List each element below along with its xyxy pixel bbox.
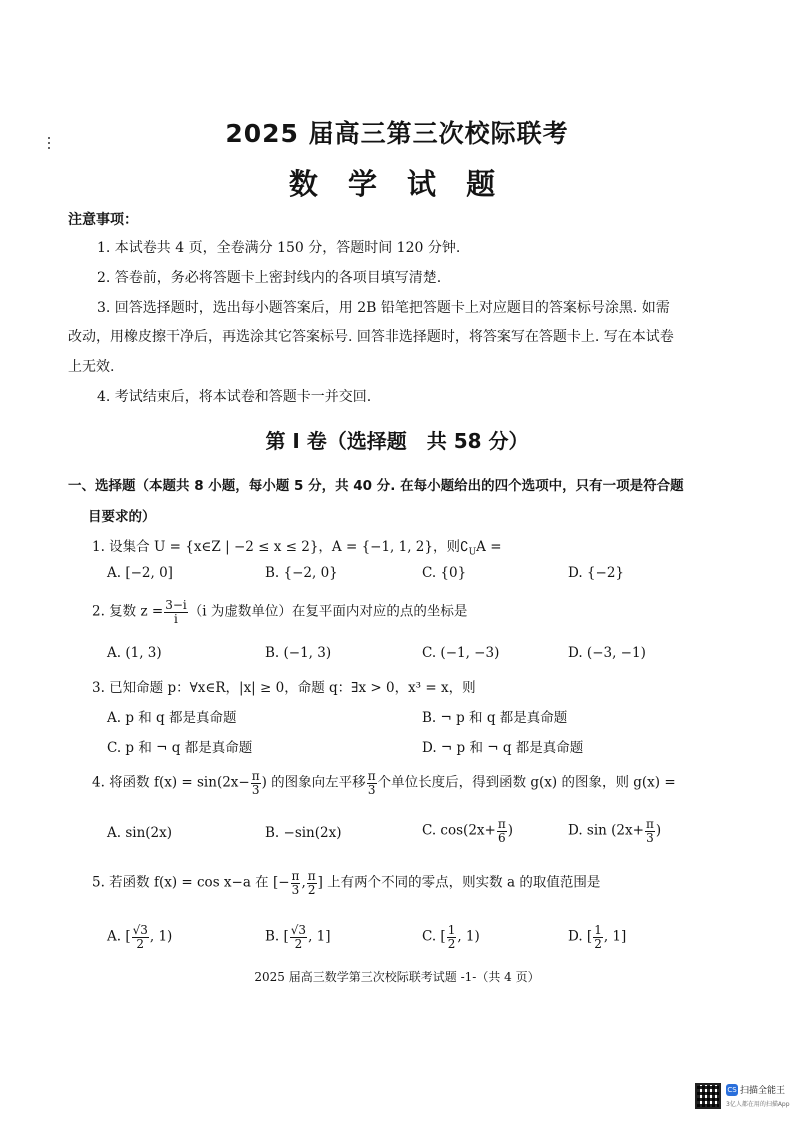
q2-option-a[interactable]: A. (1, 3) [107,645,162,661]
question-3-stem: 3. 已知命题 p：∀x∈R，|x| ≥ 0，命题 q：∃x > 0，x³ = x，则 [92,680,476,696]
question-2-stem: 2. 复数 z = $\frac{3-i}{i}$ （i 为虚数单位）在复平面内对应的点的坐标是 [92,598,468,626]
part-heading-cont: 目要求的） [88,509,156,525]
q2-fraction: $\frac{3-i}{i}$ [165,598,187,626]
page-footer: 2025 届高三数学第三次校际联考试题 -1-（共 4 页） [254,970,540,984]
q5-option-d[interactable]: D. [ $\frac{1}{2}$ , 1] [568,923,627,951]
scanner-tagline: 3亿人都在用的扫描App [726,1101,790,1108]
q3-option-c[interactable]: C. p 和 ¬ q 都是真命题 [107,740,253,756]
subject-title: 数 学 试 题 [288,167,506,201]
q5-option-a[interactable]: A. [ $\frac{√3}{2}$ , 1) [107,923,173,951]
notice-item-4: 4. 考试结束后，将本试卷和答题卡一并交回. [97,389,372,405]
q3-option-b[interactable]: B. ¬ p 和 q 都是真命题 [422,710,568,726]
q1-option-b[interactable]: B. {−2, 0} [265,565,338,581]
q4-option-d[interactable]: D. sin (2x+ $\frac{\pi}{3}$ ) [568,817,662,845]
scanner-brand: 扫描全能王 [740,1086,786,1096]
q4-option-a[interactable]: A. sin(2x) [107,825,173,841]
q1-option-d[interactable]: D. {−2} [568,565,625,581]
notice-item-2: 2. 答卷前，务必将答题卡上密封线内的各项目填写清楚. [97,270,442,286]
q2-option-b[interactable]: B. (−1, 3) [265,645,332,661]
question-1-stem: 1. 设集合 U = {x∈Z | −2 ≤ x ≤ 2}，A = {−1, 1, 2}，则$∁_UA$ = [92,539,502,558]
q1-option-c[interactable]: C. {0} [422,565,467,581]
question-4-stem: 4. 将函数 f(x) = sin(2x− $\frac{\pi}{3}$ ) 的图象向左平移 $\frac{\pi}{3}$ 个单位长度后，得到函数 g(x) 的图象，则 g(x) = [92,769,676,797]
exam-title: 2025 届高三第三次校际联考 [225,119,569,148]
notice-item-3: 3. 回答选择题时，选出每小题答案后，用 2B 铅笔把答题卡上对应题目的答案标号涂黑. 如需 [97,300,670,316]
q1-option-a[interactable]: A. [−2, 0] [107,565,173,581]
notice-item-3-cont: 改动，用橡皮擦干净后，再选涂其它答案标号. 回答非选择题时，将答案写在答题卡上. 写在本试卷 [68,329,674,345]
notice-item-3-end: 上无效. [68,359,115,375]
q3-option-a[interactable]: A. p 和 q 都是真命题 [107,710,237,726]
q4-option-b[interactable]: B. −sin(2x) [265,825,342,841]
notice-heading: 注意事项： [68,212,138,228]
notice-item-1: 1. 本试卷共 4 页，全卷满分 150 分，答题时间 120 分钟. [97,240,461,256]
q2-option-c[interactable]: C. (−1, −3) [422,645,500,661]
camscanner-logo-icon: CS [727,1086,737,1094]
qr-code-icon [695,1083,721,1109]
question-5-stem: 5. 若函数 f(x) = cos x−a 在 [− $\frac{\pi}{3}$ , $\frac{\pi}{2}$ ] 上有两个不同的零点，则实数 a 的取值范围是 [92,869,601,897]
q5-option-b[interactable]: B. [ $\frac{√3}{2}$ , 1] [265,923,331,951]
section-title: 第 Ⅰ 卷（选择题 共 58 分） [265,429,529,453]
q5-option-c[interactable]: C. [ $\frac{1}{2}$ , 1) [422,923,480,951]
q2-option-d[interactable]: D. (−3, −1) [568,645,646,661]
q3-option-d[interactable]: D. ¬ p 和 ¬ q 都是真命题 [422,740,584,756]
q4-option-c[interactable]: C. cos(2x+ $\frac{\pi}{6}$ ) [422,817,513,845]
part-heading: 一、选择题（本题共 8 小题，每小题 5 分，共 40 分. 在每小题给出的四个选项中，只有一项是符合题 [68,478,684,494]
